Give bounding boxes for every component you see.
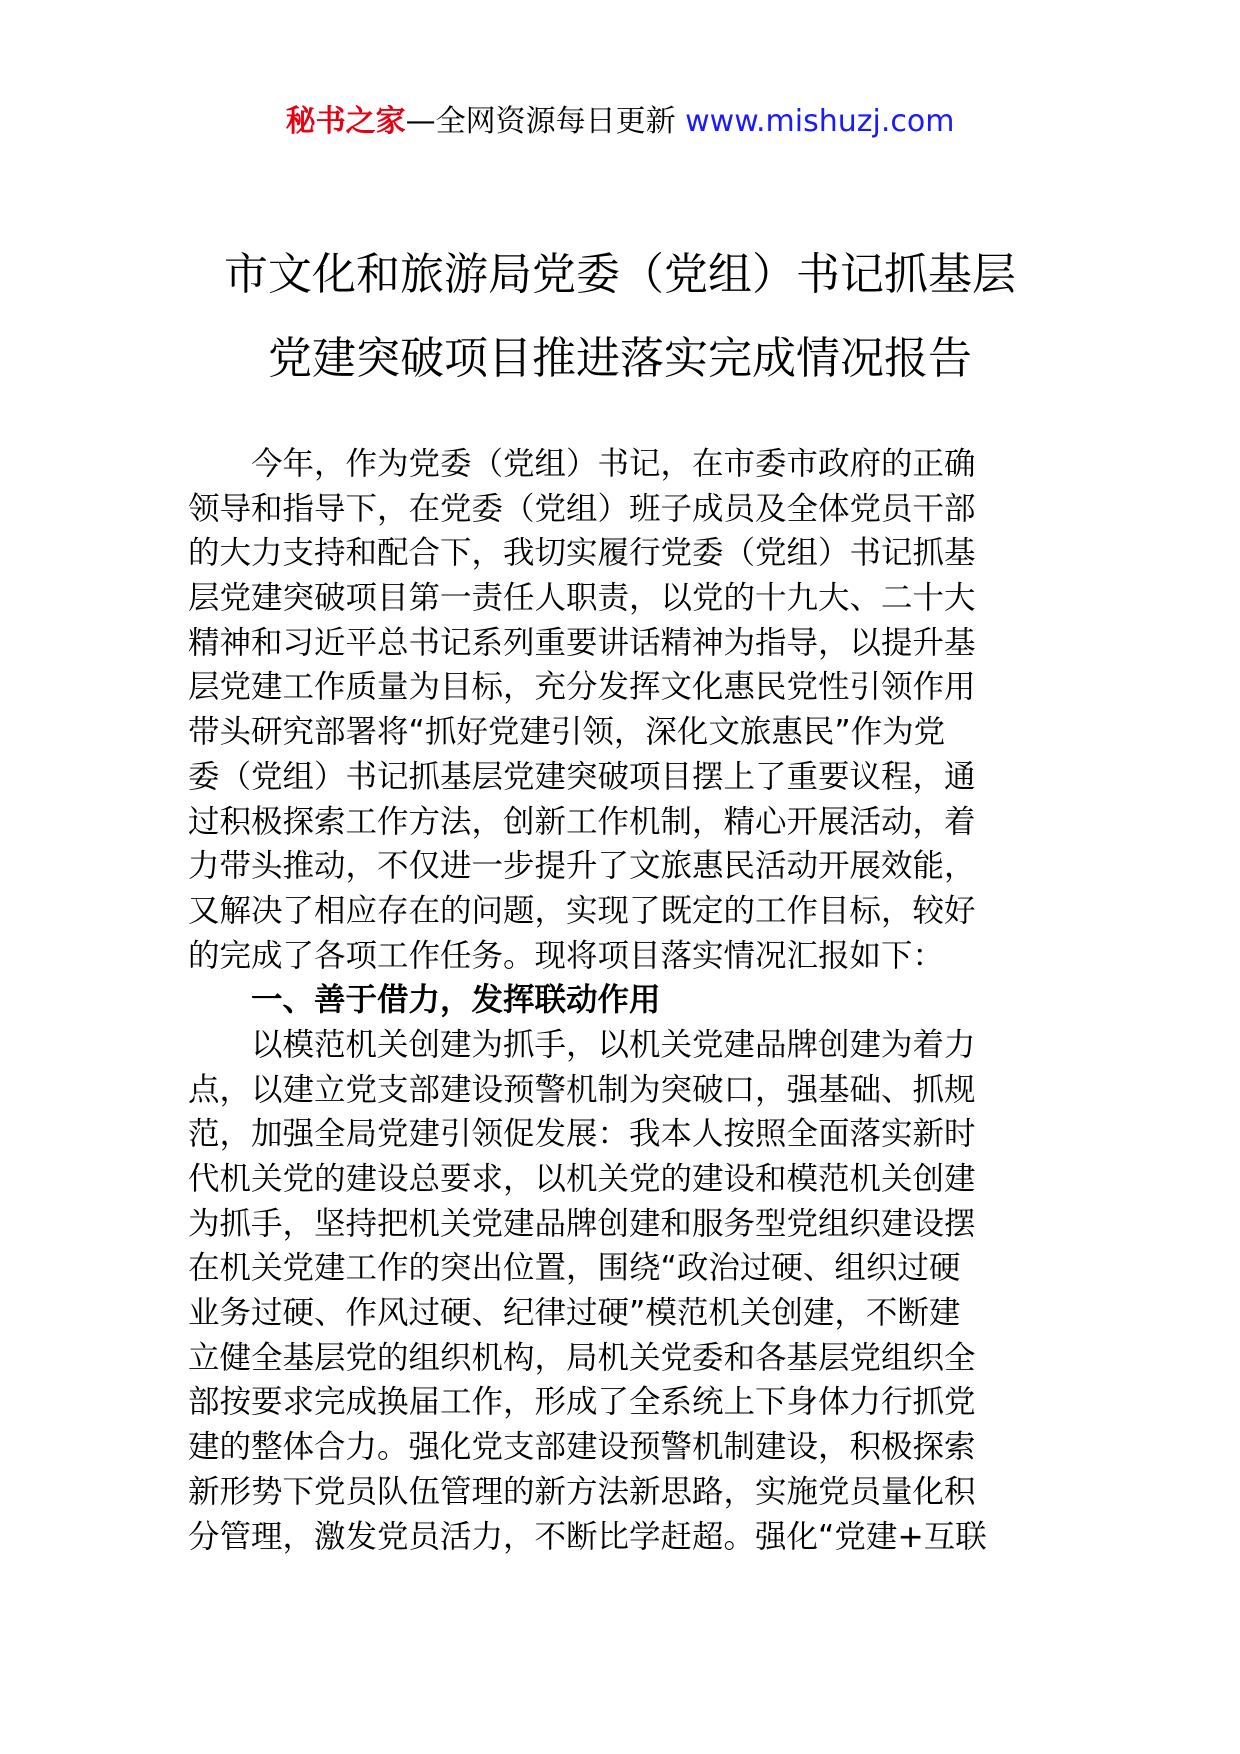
paragraph-line: 范，加强全局党建引领促发展：我本人按照全面落实新时 [188, 1116, 976, 1153]
paragraph-line: 分管理，激发党员活力，不断比学赶超。强化“党建+互联 [188, 1518, 987, 1555]
paragraph-line: 点，以建立党支部建设预警机制为突破口，强基础、抓规 [188, 1071, 976, 1108]
paragraph-line: 新形势下党员队伍管理的新方法新思路，实施党员量化积 [188, 1473, 976, 1510]
paragraph-line: 层党建工作质量为目标，充分发挥文化惠民党性引领作用 [188, 669, 976, 706]
paragraph-line: 委（党组）书记抓基层党建突破项目摆上了重要议程，通 [188, 758, 976, 795]
paragraph-line: 立健全基层党的组织机构，局机关党委和各基层党组织全 [188, 1339, 976, 1376]
paragraph-line: 业务过硬、作风过硬、纪律过硬”模范机关创建，不断建 [188, 1295, 961, 1332]
document-title [0, 233, 1240, 401]
site-brand: 秘书之家 [285, 104, 406, 139]
site-header [0, 100, 1240, 144]
paragraph-line: 的大力支持和配合下，我切实履行党委（党组）书记抓基 [188, 535, 976, 572]
paragraph-line: 层党建突破项目第一责任人职责，以党的十九大、二十大 [188, 580, 976, 617]
paragraph-line: 部按要求完成换届工作，形成了全系统上下身体力行抓党 [188, 1384, 976, 1421]
paragraph-line: 力带头推动，不仅进一步提升了文旅惠民活动开展效能， [188, 848, 976, 885]
paragraph-line: 又解决了相应存在的问题，实现了既定的工作目标，较好 [188, 892, 976, 929]
site-url-link[interactable]: www.mishuzj.com [685, 104, 955, 139]
paragraph-line: 带头研究部署将“抓好党建引领，深化文旅惠民”作为党 [188, 714, 946, 751]
document-body [188, 442, 1054, 1559]
paragraph-line: 精神和习近平总书记系列重要讲话精神为指导，以提升基 [188, 624, 976, 661]
paragraph-line: 的完成了各项工作任务。现将项目落实情况汇报如下： [188, 937, 945, 974]
paragraph-line: 过积极探索工作方法，创新工作机制，精心开展活动，着 [188, 803, 976, 840]
title-line-1: 市文化和旅游局党委（党组）书记抓基层 [224, 249, 1016, 300]
paragraph-line: 领导和指导下，在党委（党组）班子成员及全体党员干部 [188, 490, 976, 527]
paragraph-line: 建的整体合力。强化党支部建设预警机制建设，积极探索 [188, 1429, 976, 1466]
paragraph-line: 在机关党建工作的突出位置，围绕“政治过硬、组织过硬 [188, 1250, 961, 1287]
paragraph-line: 为抓手，坚持把机关党建品牌创建和服务型党组织建设摆 [188, 1205, 976, 1242]
paragraph-line: 今年，作为党委（党组）书记，在市委市政府的正确 [251, 446, 976, 482]
section-heading: 一、善于借力，发挥联动作用 [251, 982, 661, 1019]
paragraph-line: 代机关党的建设总要求，以机关党的建设和模范机关创建 [188, 1161, 976, 1197]
paragraph-line: 以模范机关创建为抓手，以机关党建品牌创建为着力 [251, 1026, 976, 1063]
site-tagline: —全网资源每日更新 [405, 104, 686, 139]
title-line-2: 党建突破项目推进落实完成情况报告 [268, 333, 972, 384]
